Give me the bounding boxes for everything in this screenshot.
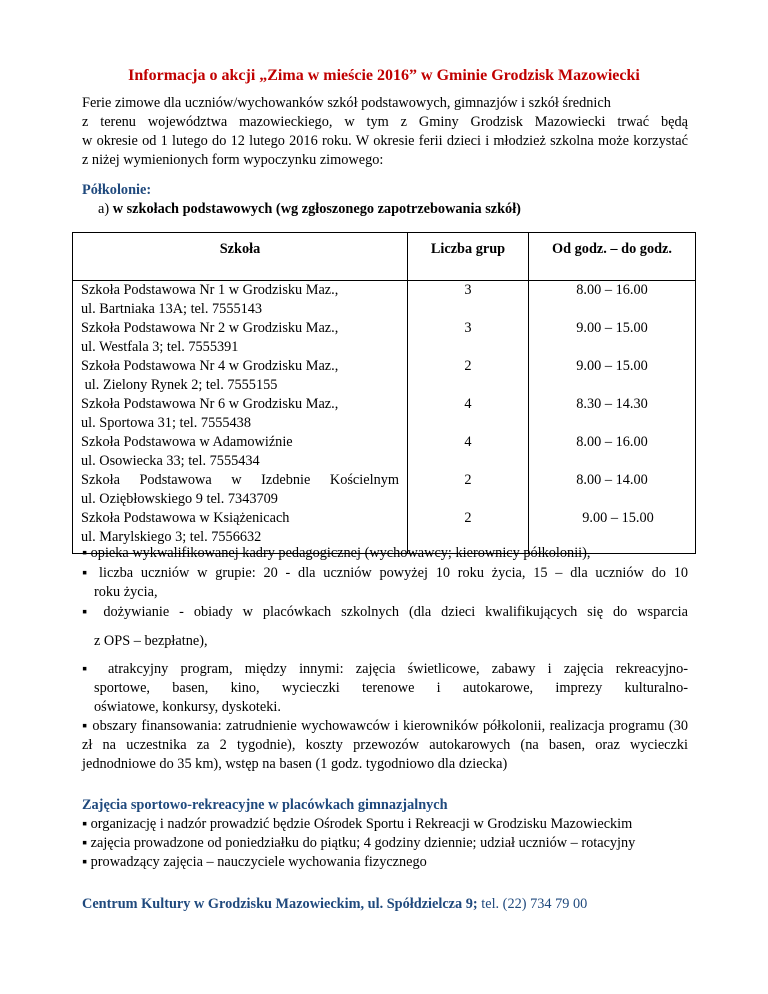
school-name: Szkoła Podstawowa Nr 4 w Grodzisku Maz., xyxy=(81,358,339,374)
bullet-financing xyxy=(82,717,688,774)
school-address: ul. Oziębłowskiego 9 tel. 7343709 xyxy=(81,491,278,507)
school-name: Szkoła Podstawowa w Adamowiźnie xyxy=(81,434,293,450)
bullet-line: jednodniowe do 35 km), wstęp na basen (1 godz. tygodniowo dla dziecka) xyxy=(82,756,508,772)
bullet-line: oświatowe, konkursy, dyskoteki. xyxy=(94,699,281,715)
hours-cell: 8.00 – 16.00 xyxy=(576,282,648,298)
subheading-text: w szkołach podstawowych (wg zgłoszonego zapotrzebowania szkół) xyxy=(112,201,521,217)
polkolonie-heading: Półkolonie: xyxy=(82,182,152,198)
bullet-line: z OPS – bezpłatne), xyxy=(94,633,208,649)
school-entry xyxy=(81,319,399,357)
school-entry xyxy=(81,471,399,509)
sport-list xyxy=(82,815,688,872)
school-address: ul. Westfala 3; tel. 7555391 xyxy=(81,339,239,355)
bullet-line: ▪ obszary finansowania: zatrudnienie wychowawców i kierowników półkolonii, realizacja programu (30 xyxy=(82,718,688,734)
school-column xyxy=(73,281,408,554)
bullet-line: ▪ liczba uczniów w grupie: 20 - dla uczniów powyżej 10 roku życia, 15 – dla uczniów do 10 xyxy=(82,565,688,581)
groups-column xyxy=(408,281,529,554)
culture-name: Centrum Kultury w Grodzisku Mazowieckim, ul. Spółdzielcza 9; xyxy=(82,896,478,912)
sport-bullet: ▪ organizację i nadzór prowadzić będzie Ośrodek Sportu i Rekreacji w Grodzisku Mazowieckim xyxy=(82,816,633,832)
list-marker: a) xyxy=(98,201,110,217)
sport-heading: Zajęcia sportowo-rekreacyjne w placówkach gimnazjalnych xyxy=(82,797,448,813)
bullet-program xyxy=(82,660,688,717)
groups-cell: 3 xyxy=(464,320,472,336)
header-school: Szkoła xyxy=(73,233,408,281)
bullet-line: ▪ dożywianie - obiady w placówkach szkolnych (dla dzieci kwalifikujących się do wsparcia xyxy=(82,604,688,620)
intro-paragraph xyxy=(82,94,688,170)
groups-cell: 4 xyxy=(464,396,472,412)
school-entry xyxy=(81,395,399,433)
intro-line: z terenu województwa mazowieckiego, w tym z Gminy Grodzisk Mazowiecki trwać będą xyxy=(82,114,688,130)
intro-line: Ferie zimowe dla uczniów/wychowanków szkół podstawowych, gimnazjów i szkół średnich xyxy=(82,95,611,111)
hours-cell: 8.30 – 14.30 xyxy=(576,396,648,412)
bullet-meals xyxy=(82,603,688,651)
page-title: Informacja o akcji „Zima w mieście 2016” w Gminie Grodzisk Mazowiecki xyxy=(128,67,640,84)
polkolonie-subheading xyxy=(98,200,704,219)
hours-cell: 9.00 – 15.00 xyxy=(576,358,648,374)
school-address: ul. Marylskiego 3; tel. 7556632 xyxy=(81,529,262,545)
hours-cell: 8.00 – 16.00 xyxy=(576,434,648,450)
bullet-line: zł na uczestnika za 2 tygodnie), koszty przewozów autokarowych (na basen, oraz wycieczki xyxy=(82,737,688,753)
hours-cell: 8.00 – 14.00 xyxy=(576,472,648,488)
groups-cell: 2 xyxy=(464,472,472,488)
table-body-row xyxy=(73,281,696,554)
bullet-line: ▪ atrakcyjny program, między innymi: zajęcia świetlicowe, zabawy i zajęcia rekreacyjno- xyxy=(82,661,688,677)
header-hours: Od godz. – do godz. xyxy=(529,233,696,281)
school-address: ul. Sportowa 31; tel. 7555438 xyxy=(81,415,251,431)
sport-bullet: ▪ prowadzący zajęcia – nauczyciele wychowania fizycznego xyxy=(82,854,427,870)
groups-cell: 3 xyxy=(464,282,472,298)
table-header-row xyxy=(73,233,696,281)
hours-cell: 9.00 – 15.00 xyxy=(576,320,648,336)
school-entry xyxy=(81,281,399,319)
hours-cell: 9.00 – 15.00 xyxy=(582,510,654,526)
school-name: Szkoła Podstawowa Nr 1 w Grodzisku Maz., xyxy=(81,282,339,298)
schools-table xyxy=(72,232,696,554)
groups-cell: 2 xyxy=(464,358,472,374)
groups-cell: 2 xyxy=(464,510,472,526)
culture-line xyxy=(82,895,688,914)
school-name: Szkoła Podstawowa w Izdebnie Kościelnym xyxy=(81,472,399,488)
hours-column xyxy=(529,281,696,554)
school-address: ul. Osowiecka 33; tel. 7555434 xyxy=(81,453,260,469)
bullet-line: roku życia, xyxy=(94,584,158,600)
culture-phone: tel. (22) 734 79 00 xyxy=(477,896,588,912)
school-name: Szkoła Podstawowa Nr 2 w Grodzisku Maz., xyxy=(81,320,339,336)
bullet-group-size xyxy=(82,564,688,602)
school-entry xyxy=(81,357,399,395)
groups-cell: 4 xyxy=(464,434,472,450)
intro-line: z niżej wymienionych form wypoczynku zimowego: xyxy=(82,152,384,168)
school-name: Szkoła Podstawowa w Książenicach xyxy=(81,510,290,526)
bullet-line: sportowe, basen, kino, wycieczki terenowe i autokarowe, imprezy kulturalno- xyxy=(94,680,688,696)
sport-bullet: ▪ zajęcia prowadzone od poniedziałku do piątku; 4 godziny dziennie; udział uczniów – rotacyjny xyxy=(82,835,636,851)
school-name: Szkoła Podstawowa Nr 6 w Grodzisku Maz., xyxy=(81,396,339,412)
intro-line: w okresie od 1 lutego do 12 lutego 2016 roku. W okresie ferii dzieci i młodzież szkolna może korzystać xyxy=(82,133,688,149)
school-address: ul. Bartniaka 13A; tel. 7555143 xyxy=(81,301,263,317)
header-groups: Liczba grup xyxy=(408,233,529,281)
school-entry xyxy=(81,433,399,471)
school-address: ul. Zielony Rynek 2; tel. 7555155 xyxy=(81,377,278,393)
bullet-staff: ▪ opieka wykwalifikowanej kadry pedagogicznej (wychowawcy; kierownicy półkolonii), xyxy=(82,545,591,561)
